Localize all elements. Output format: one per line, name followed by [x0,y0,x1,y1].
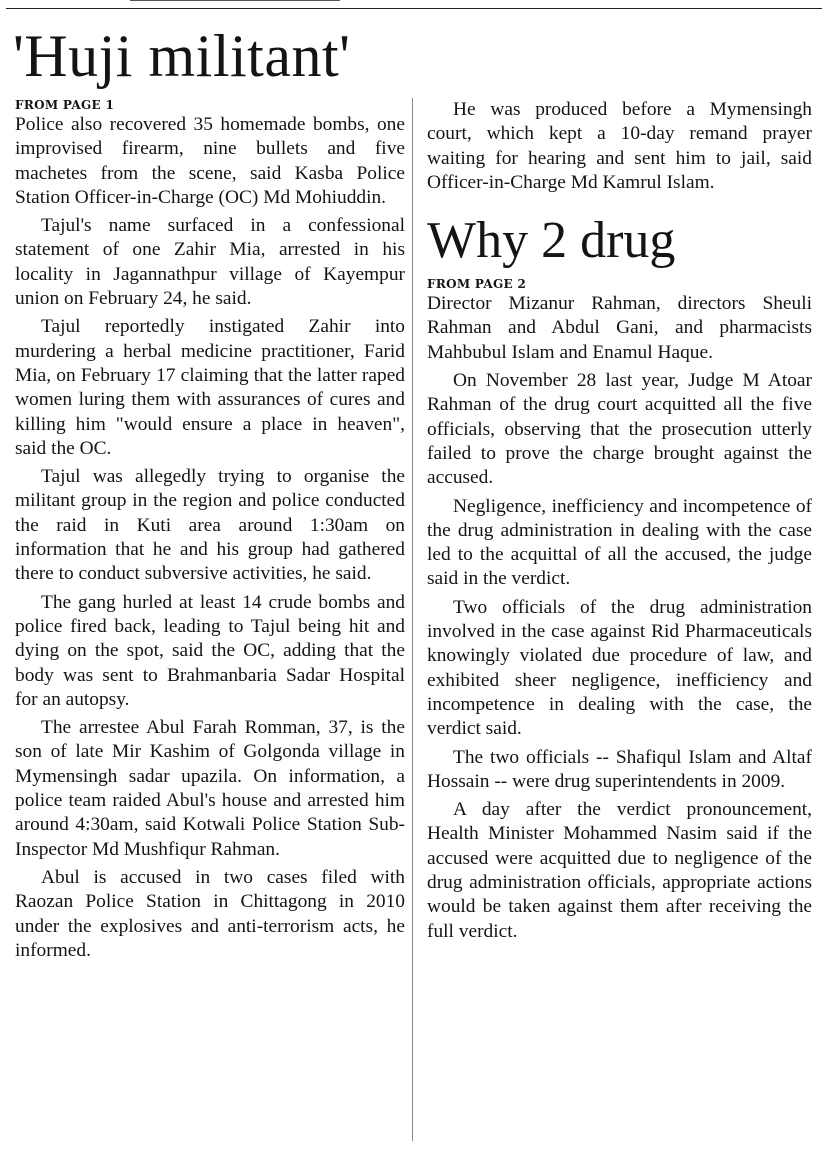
story1-paragraph: The gang hurled at least 14 crude bombs and police fired back, leading to Tajul being hit and dying on the spot, said the OC, adding that the body was sent to Brahmanbaria Sadar Hospital for an autopsy. [15,591,405,710]
top-divider [6,8,822,9]
story1-column-left [15,98,405,963]
story1-paragraph: Tajul was allegedly trying to organise the militant group in the region and police conducted the raid in Kuti area around 1:30am on information that he and his group had gathered there to conduct subversive activities, he said. [15,466,405,585]
story1-paragraph: The arrestee Abul Farah Romman, 37, is the son of late Mir Kashim of Golgonda village in Mymensingh sadar upazila. On information, a police team raided Abul's house and arrested him around 4:30am, said Kotwali Police Station Sub-Inspector Md Mushfiqur Rahman. [15,717,405,860]
story1-paragraph: Police also recovered 35 homemade bombs, one improvised firearm, nine bullets and five machetes from the scene, said Kasba Police Station Officer-in-Charge (OC) Md Mohiuddin. [15,114,405,208]
story1-paragraph: Tajul reportedly instigated Zahir into murdering a herbal medicine practitioner, Farid Mia, on February 17 claiming that the latter raped women luring them with assurances of cures and killing him "would ensure a place in heaven", said the OC. [15,316,405,459]
story1-paragraph: Tajul's name surfaced in a confessional statement of one Zahir Mia, arrested in his locality in Jagannathpur village of Kayempur union on February 24, he said. [15,215,405,310]
column-divider [412,98,413,1141]
story2-headline: Why 2 drug [427,212,676,270]
top-divider-short [130,0,340,1]
story2-paragraph: Two officials of the drug administration involved in the case against Rid Pharmaceuticals knowingly violated due procedure of law, and exhibited sheer negligence, inefficiency and incompetence in dealing with the case, the verdict said. [427,596,812,740]
story2-paragraph: The two officials -- Shafiqul Islam and Altaf Hossain -- were drug superintendents in 2009. [427,746,812,792]
story2-paragraph: Director Mizanur Rahman, directors Sheuli Rahman and Abdul Gani, and pharmacists Mahbubul Islam and Enamul Haque. [427,293,812,363]
story1-jump-label: FROM PAGE 1 [15,98,115,112]
story1-headline: 'Huji militant' [13,23,351,89]
story-column-right [427,98,812,944]
story2-paragraph: A day after the verdict pronouncement, Health Minister Mohammed Nasim said if the accused were acquitted due to negligence of the drug administration officials, appropriate actions would be taken against them after receiving the full verdict. [427,799,812,942]
story2-paragraph: Negligence, inefficiency and incompetence of the drug administration in dealing with the case led to the acquittal of all the accused, the judge said in the verdict. [427,495,812,590]
story2-paragraph: On November 28 last year, Judge M Atoar Rahman of the drug court acquitted all the five officials, observing that the prosecution utterly failed to prove the charge brought against the accused. [427,370,812,489]
story1-paragraph-continued: He was produced before a Mymensingh court, which kept a 10-day remand prayer waiting for hearing and sent him to jail, said Officer-in-Charge Md Kamrul Islam. [427,99,812,193]
story2-jump-label: FROM PAGE 2 [427,277,527,292]
story1-paragraph: Abul is accused in two cases filed with Raozan Police Station in Chittagong in 2010 under the explosives and anti-terrorism acts, he informed. [15,866,405,961]
